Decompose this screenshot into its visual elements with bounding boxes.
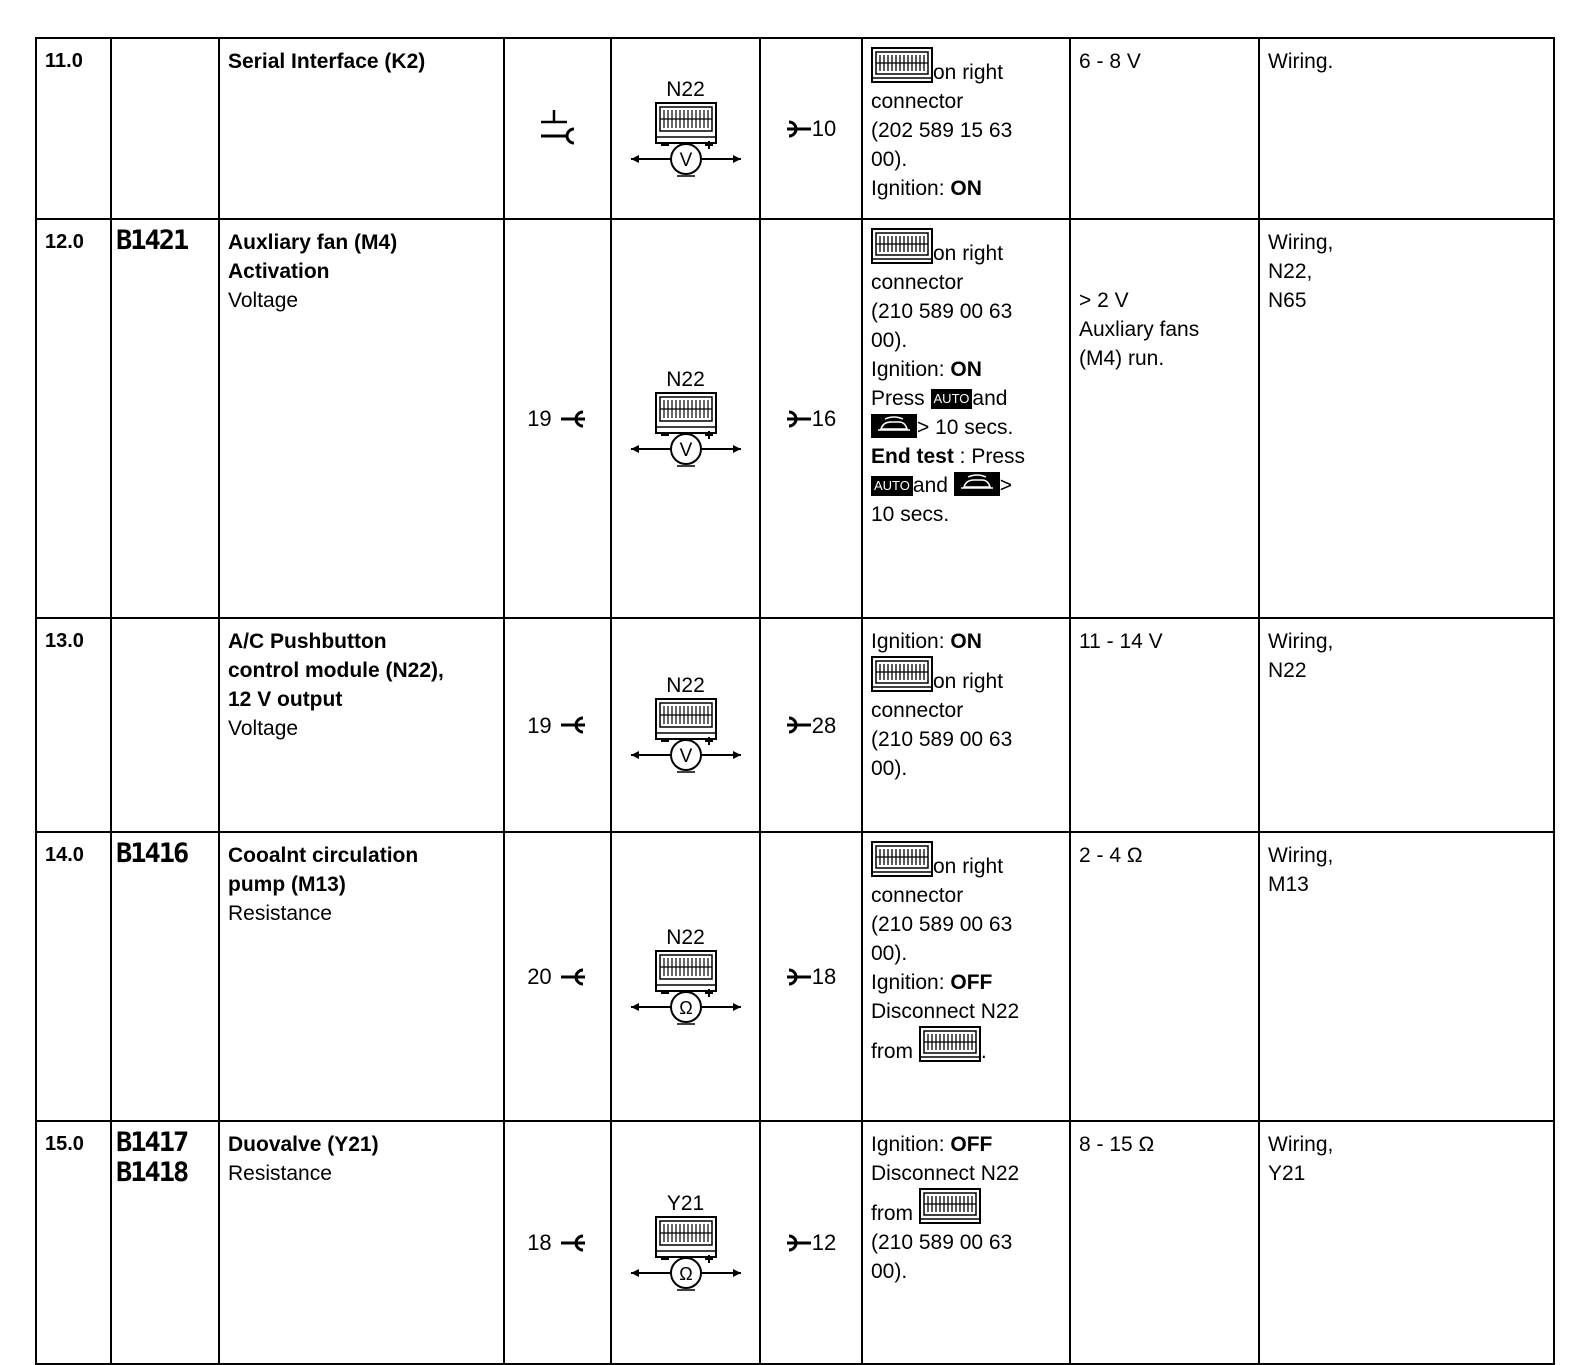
nominal-value: 11 - 14 V xyxy=(1070,618,1259,832)
ground-pin-icon xyxy=(537,108,579,150)
test-number: 15.0 xyxy=(36,1121,111,1364)
meter-cell: N22 V xyxy=(611,219,760,618)
meter-label: N22 xyxy=(666,77,705,101)
connector-pin-icon xyxy=(786,409,812,429)
component-cell xyxy=(219,38,504,219)
component-name: Serial Interface (K2) xyxy=(228,50,426,73)
component-cell: Duovalve (Y21) Resistance xyxy=(219,1121,504,1364)
pin-right-cell: 12 xyxy=(760,1121,862,1364)
pin-right-number: 10 xyxy=(811,116,837,141)
component-cell: Cooalnt circulation pump (M13) Resistance xyxy=(219,832,504,1121)
component-cell: Auxliary fan (M4) Activation Voltage xyxy=(219,219,504,618)
fault-code: B1418 xyxy=(116,1157,188,1188)
fault-code: B1417 xyxy=(116,1127,188,1158)
fault-codes xyxy=(111,618,219,832)
table-row xyxy=(36,832,1554,1121)
svg-text:V: V xyxy=(679,746,692,767)
table-row xyxy=(36,219,1554,618)
nominal-value: 2 - 4 Ω xyxy=(1070,832,1259,1121)
connector-pin-icon xyxy=(786,119,812,139)
connector-pin-icon xyxy=(558,715,588,735)
connector-block-icon xyxy=(871,841,933,877)
auto-button-icon: AUTO xyxy=(931,389,973,409)
connector-pin-icon xyxy=(786,715,812,735)
test-instructions: Ignition: ON on right connector (210 589 00 63 00). xyxy=(862,618,1070,832)
auto-button-icon: AUTO xyxy=(871,476,913,496)
fault-codes xyxy=(111,219,219,618)
meter-cell: N22 V xyxy=(611,618,760,832)
table-row xyxy=(36,1121,1554,1364)
connector-pin-icon xyxy=(558,967,588,987)
possible-cause: Wiring, Y21 xyxy=(1259,1121,1554,1364)
possible-cause: Wiring, M13 xyxy=(1259,832,1554,1121)
pin-left-cell: 20 xyxy=(504,832,611,1121)
component-cell: A/C Pushbutton control module (N22), 12 V output Voltage xyxy=(219,618,504,832)
nominal-value: 8 - 15 Ω xyxy=(1070,1121,1259,1364)
pin-left-cell: 19 xyxy=(504,219,611,618)
connector-pin-icon xyxy=(558,409,588,429)
possible-cause: Wiring, N22 xyxy=(1259,618,1554,832)
test-instructions: on right connector (202 589 15 63 00). Ignition: ON xyxy=(862,38,1070,219)
connector-block-icon xyxy=(871,228,933,264)
test-instructions: Ignition: OFF Disconnect N22 from (210 589 00 63 00). xyxy=(862,1121,1070,1364)
multimeter-icon xyxy=(627,391,745,469)
svg-text:Ω: Ω xyxy=(678,997,693,1018)
meter-cell xyxy=(611,38,760,219)
possible-cause: Wiring. xyxy=(1259,38,1554,219)
ground-pin-cell xyxy=(504,38,611,219)
test-number: 13.0 xyxy=(36,618,111,832)
nominal-value: 6 - 8 V xyxy=(1070,38,1259,219)
meter-symbol: V xyxy=(679,149,692,171)
connector-block-icon xyxy=(919,1026,981,1062)
multimeter-icon xyxy=(627,101,745,179)
fault-codes xyxy=(111,38,219,219)
recirculation-button-icon xyxy=(871,414,917,438)
connector-block-icon xyxy=(871,47,933,83)
svg-text:Ω: Ω xyxy=(678,1263,693,1284)
fault-codes xyxy=(111,832,219,1121)
pin-right-cell: 16 xyxy=(760,219,862,618)
test-number: 14.0 xyxy=(36,832,111,1121)
pin-right-cell xyxy=(760,38,862,219)
meter-cell: N22 Ω xyxy=(611,832,760,1121)
multimeter-icon xyxy=(627,949,745,1027)
test-instructions: on right connector (210 589 00 63 00). Ignition: ON Press AUTO and > 10 secs. End test : Press AUTO and > 10 secs. xyxy=(862,219,1070,618)
multimeter-icon xyxy=(627,697,745,775)
pin-right-cell: 18 xyxy=(760,832,862,1121)
connector-pin-icon xyxy=(786,967,812,987)
multimeter-icon xyxy=(627,1215,745,1293)
recirculation-button-icon xyxy=(954,472,1000,496)
table-row xyxy=(36,38,1554,219)
meter-cell: Y21 Ω xyxy=(611,1121,760,1364)
connector-block-icon xyxy=(919,1188,981,1224)
pin-left-cell: 18 xyxy=(504,1121,611,1364)
nominal-value: > 2 V Auxliary fans (M4) run. xyxy=(1070,219,1259,618)
svg-text:V: V xyxy=(679,439,692,461)
test-number: 11.0 xyxy=(36,38,111,219)
fault-code: B1416 xyxy=(116,838,188,869)
pin-right-cell: 28 xyxy=(760,618,862,832)
test-instructions: on right connector (210 589 00 63 00). Ignition: OFF Disconnect N22 from . xyxy=(862,832,1070,1121)
diagnostic-test-table xyxy=(35,37,1555,1365)
connector-block-icon xyxy=(871,656,933,692)
connector-pin-icon xyxy=(786,1233,812,1253)
fault-codes xyxy=(111,1121,219,1364)
test-number: 12.0 xyxy=(36,219,111,618)
connector-pin-icon xyxy=(558,1233,588,1253)
pin-left-cell: 19 xyxy=(504,618,611,832)
table-row xyxy=(36,618,1554,832)
possible-cause: Wiring, N22, N65 xyxy=(1259,219,1554,618)
fault-code: B1421 xyxy=(116,225,188,256)
